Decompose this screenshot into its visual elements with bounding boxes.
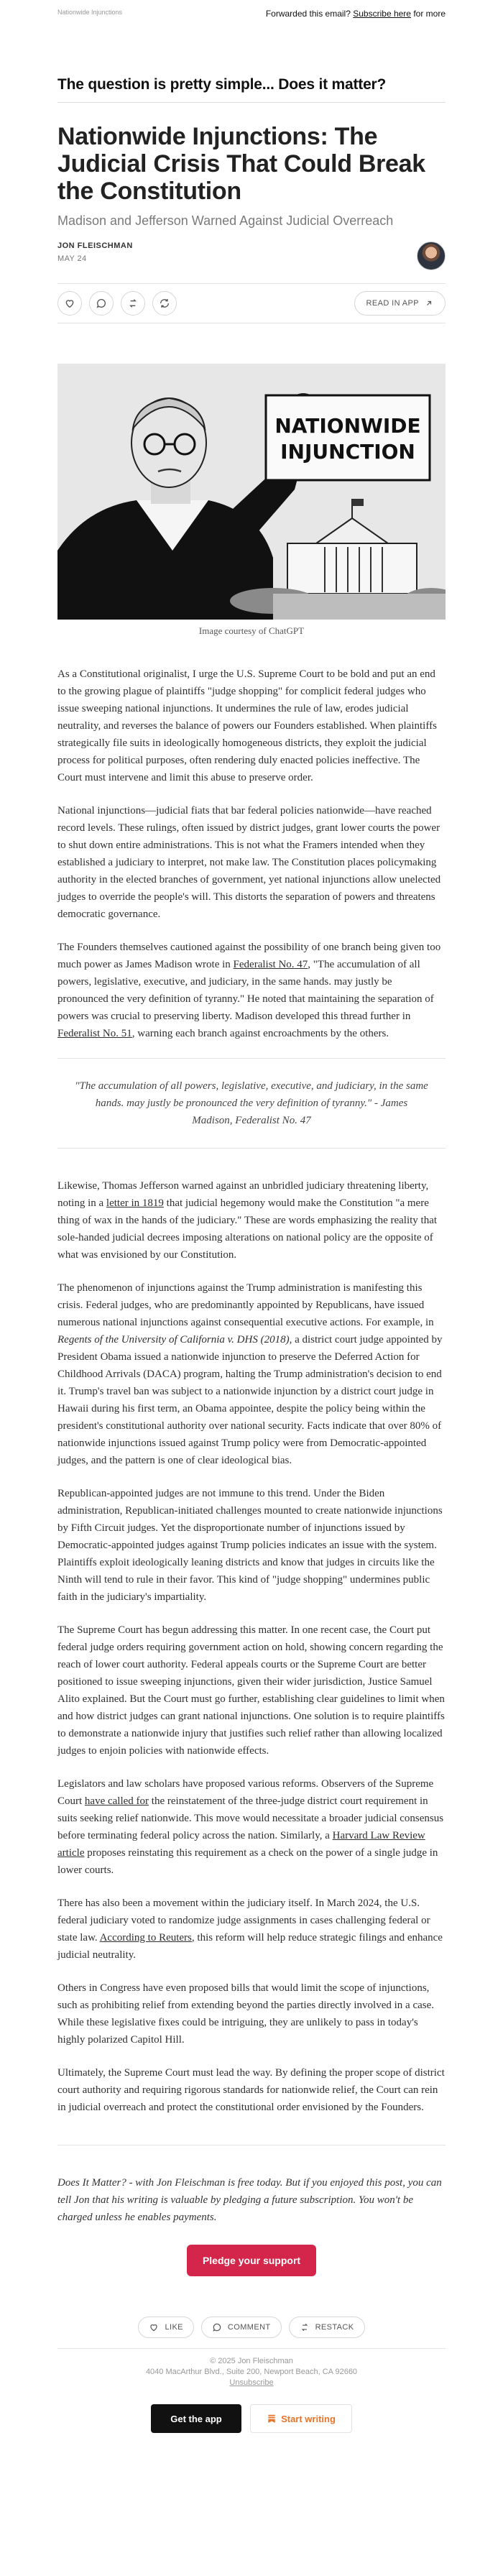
paragraph-11: Ultimately, the Supreme Court must lead the way. By defining the proper scope of district court authority and requiring rigorous standards for nationwide relief, the Court can rein in judicial overreach and protect the constitutional order envisioned by the Founders. bbox=[57, 2067, 445, 2113]
refresh-icon bbox=[159, 298, 170, 309]
p8-text-c: proposes reinstating this requirement as a check on the power of a single judge in lower courts. bbox=[57, 1847, 438, 1876]
subscribe-link[interactable]: Subscribe here bbox=[353, 9, 411, 19]
restack-icon bbox=[127, 298, 139, 309]
paragraph-5 bbox=[57, 1279, 446, 1469]
comment-label: COMMENT bbox=[227, 2323, 271, 2332]
author-info bbox=[57, 242, 133, 263]
p9-text-a: There has also been a movement within the judiciary itself. In March 2024, the U.S. federal judiciary voted to randomize judge assignments in cases challenging federal or state law. bbox=[57, 1898, 430, 1944]
read-in-app-label: READ IN APP bbox=[366, 299, 419, 308]
pull-quote: "The accumulation of all powers, legislative, executive, and judiciary, in the same hands. may justly be pronounced the very definition of tyranny." - James Madison, Federalist No. 47 bbox=[57, 1058, 446, 1149]
subscription-promo: Does It Matter? - with Jon Fleischman is free today. But if you enjoyed this post, you can tell Jon that his writing is valuable by pledging a future subscription. You won't be charged unless he enables payments. bbox=[57, 2177, 442, 2223]
like-label: LIKE bbox=[165, 2323, 183, 2332]
bottom-actions bbox=[57, 2317, 446, 2338]
mailing-address: 4040 MacArthur Blvd., Suite 200, Newport Beach, CA 92660 bbox=[145, 2368, 358, 2376]
p4-text-b: that judicial hegemony would make the Constitution "a mere thing of wax in the hands of the judiciary." These are words emphasizing the reality that sole-handed judicial decrees imposing alterations on national policy are the opposite of what was envisioned by our Constitution. bbox=[57, 1197, 438, 1261]
restack-label: RESTACK bbox=[315, 2323, 354, 2332]
post-body bbox=[57, 666, 446, 1042]
pledge-wrap bbox=[57, 2245, 446, 2276]
like-button[interactable] bbox=[57, 291, 82, 316]
paragraph-8 bbox=[57, 1775, 446, 1879]
jefferson-letter-link[interactable]: letter in 1819 bbox=[106, 1197, 164, 1209]
p3-text-b: , "The accumulation of all powers, legislative, executive, and judiciary, in the same hands. may justly be pronounced the very definition of tyranny." He noted that maintaining the separation of powers was crucial to preserving liberty. Madison developed this thread further in bbox=[57, 959, 434, 1022]
avatar[interactable] bbox=[417, 242, 446, 270]
app-buttons bbox=[57, 2404, 446, 2433]
have-called-for-link[interactable]: have called for bbox=[84, 1795, 149, 1807]
share-button[interactable] bbox=[152, 291, 177, 316]
p8-text-b: the reinstatement of the three-judge district court requirement in suits seeking relief nationwide. This move would necessitate a broader judicial consensus before terminating federal policy across the nation. Similarly, a bbox=[57, 1795, 444, 1841]
p5-text-b: , a district court judge appointed by President Obama issued a nationwide injunction to preserve the Deferred Action for Childhood Arrivals (DACA) program, halting the Trump administration's decision to end it. Trump's travel ban was subject to a nationwide injunction by a district court judge in Hawaii during his first term, an Obama appointee, despite the policy being within the president's constitutional authority over national security. Facts indicate that over 80% of nationwide injunctions issued against Trump policy were from Democratic-appointed judges, and the pattern is one of clear ideological bias. bbox=[57, 1334, 443, 1466]
paragraph-6: Republican-appointed judges are not immune to this trend. Under the Biden administration, Republican-initiated challenges mounted to create nationwide injunctions by Fifth Circuit judges. Yet the disproportionate number of injunctions issued by Democratic-appointed judges against Trump policies indicates an issue with the system. Plaintiffs exploit ideologically leaning districts and know that judges in circuits like the Ninth will tend to rule in their favor. This kind of "judge shopping" undermines public faith in the judiciary's impartiality. bbox=[57, 1488, 443, 1603]
post-body-continued bbox=[57, 1177, 446, 2116]
post-title[interactable]: Nationwide Injunctions: The Judicial Crisis That Could Break the Constitution bbox=[57, 123, 425, 205]
footer bbox=[57, 2356, 446, 2388]
p3-text-c: , warning each branch against encroachments by the others. bbox=[131, 1028, 389, 1039]
paragraph-7: The Supreme Court has begun addressing this matter. In one recent case, the Court put federal judge orders requiring government action on hold, showing concern regarding the reach of lower court authority. Federal appeals courts or the Supreme Court are better positioned to issue sweeping injunctions, given their wider jurisdiction, Justice Samuel Alito explained. But the Court must go further, establishing clear guidelines to limit when and how district judges can grant national injunctions. One solution is to require plaintiffs to demonstrate a nationwide injury that justifies such relief rather than allowing localized judges to enjoin policies with nationwide effects. bbox=[57, 1624, 445, 1757]
p9-text-b: , this reform will help reduce strategic filings and enhance judicial neutrality. bbox=[57, 1932, 443, 1961]
get-app-button[interactable]: Get the app bbox=[151, 2404, 241, 2433]
heart-icon bbox=[64, 298, 75, 309]
restack-icon bbox=[300, 2322, 310, 2332]
restack-button[interactable] bbox=[121, 291, 145, 316]
paragraph-4 bbox=[57, 1177, 446, 1264]
like-pill-button[interactable] bbox=[138, 2317, 193, 2338]
post-subtitle: Madison and Jefferson Warned Against Judicial Overreach bbox=[57, 213, 394, 228]
author-name[interactable]: JON FLEISCHMAN bbox=[57, 242, 133, 250]
federalist-47-link[interactable]: Federalist No. 47 bbox=[233, 959, 308, 970]
comment-icon bbox=[96, 298, 107, 309]
paragraph-10: Others in Congress have even proposed bills that would limit the scope of injunctions, such as prohibiting relief from extending beyond the parties directly involved in a case. While these legislative fixes could be intriguing, they are unlikely to pass in today's highly polarized Capitol Hill. bbox=[57, 1982, 435, 2046]
copyright: © 2025 Jon Fleischman bbox=[210, 2357, 293, 2365]
forward-notice bbox=[266, 9, 446, 19]
read-in-app-button[interactable] bbox=[354, 291, 446, 316]
reuters-link[interactable]: According to Reuters bbox=[99, 1932, 192, 1944]
paragraph-2: National injunctions—judicial fiats that bar federal policies nationwide—have reached record levels. These rulings, often issued by district judges, grant lower courts the power to shut down entire administrations. This is not what the Framers intended when they established a judiciary to interpret, not make law. The Constitution places policymaking authority in the elected branches of government, yet national injunctions allow unelected judges to override the people's will. This distorts the separation of powers and threatens democratic governance. bbox=[57, 805, 441, 920]
hero-image[interactable] bbox=[57, 364, 446, 620]
hero-illustration bbox=[57, 364, 446, 620]
unsubscribe-link[interactable]: Unsubscribe bbox=[229, 2378, 274, 2387]
forward-prefix: Forwarded this email? bbox=[265, 9, 351, 19]
federalist-51-link[interactable]: Federalist No. 51 bbox=[57, 1028, 132, 1039]
divider bbox=[57, 2348, 446, 2349]
p5-text-a: The phenomenon of injunctions against the Trump administration is manifesting this crisis. Federal judges, who are predominantly appointed by Republicans, have issued numerous national injunctions against consequential executive actions. For example, in bbox=[57, 1282, 434, 1328]
heart-icon bbox=[149, 2322, 159, 2332]
substack-icon bbox=[267, 2414, 277, 2424]
divider bbox=[57, 102, 446, 103]
preview-text: Nationwide Injunctions bbox=[57, 9, 123, 16]
arrow-up-right-icon bbox=[425, 299, 433, 308]
byline bbox=[57, 242, 446, 270]
start-writing-label: Start writing bbox=[281, 2413, 336, 2424]
p4-text-a: Likewise, Thomas Jefferson warned against an unbridled judiciary threatening liberty, noting in a bbox=[57, 1180, 429, 1209]
publication-title[interactable]: The question is pretty simple... Does it matter? bbox=[57, 76, 387, 93]
start-writing-button[interactable] bbox=[250, 2404, 352, 2433]
bottom-spacer bbox=[57, 2433, 446, 2462]
paragraph-3 bbox=[57, 939, 446, 1042]
post-actions-bar bbox=[57, 283, 446, 323]
case-citation: Regents of the University of California v. DHS (2018) bbox=[57, 1334, 290, 1346]
sign-line1: NATIONWIDE bbox=[274, 414, 421, 438]
post-date: MAY 24 bbox=[57, 254, 87, 263]
p3-text-a: The Founders themselves cautioned against the possibility of one branch being given too much power as James Madison wrote in bbox=[57, 942, 441, 970]
top-bar bbox=[57, 0, 446, 20]
comment-button[interactable] bbox=[89, 291, 114, 316]
forward-suffix: for more bbox=[413, 9, 446, 19]
image-caption: Image courtesy of ChatGPT bbox=[198, 625, 305, 636]
comment-pill-button[interactable] bbox=[201, 2317, 282, 2338]
restack-pill-button[interactable] bbox=[289, 2317, 365, 2338]
paragraph-9 bbox=[57, 1895, 446, 1964]
action-buttons bbox=[57, 291, 177, 316]
sign-line2: INJUNCTION bbox=[280, 440, 415, 464]
p8-text-a: Legislators and law scholars have proposed various reforms. Observers of the Supreme Court bbox=[57, 1778, 434, 1807]
comment-icon bbox=[212, 2322, 222, 2332]
paragraph-1: As a Constitutional originalist, I urge the U.S. Supreme Court to be bold and put an end to the growing plague of plaintiffs "judge shopping" for complicit federal judges who issue sweeping national injunctions. It undermines the rule of law, erodes judicial neutrality, and reverses the balance of powers our Founders established. When plaintiffs strategically file suits in ideologically homogeneous districts, they exploit the judicial process for political purposes, often rendering duly enacted policies ineffective. The Court must intervene and limit this abuse to preserve order. bbox=[57, 668, 437, 783]
harvard-law-review-link[interactable]: Harvard Law Review article bbox=[57, 1830, 425, 1859]
pledge-support-button[interactable]: Pledge your support bbox=[187, 2245, 316, 2276]
